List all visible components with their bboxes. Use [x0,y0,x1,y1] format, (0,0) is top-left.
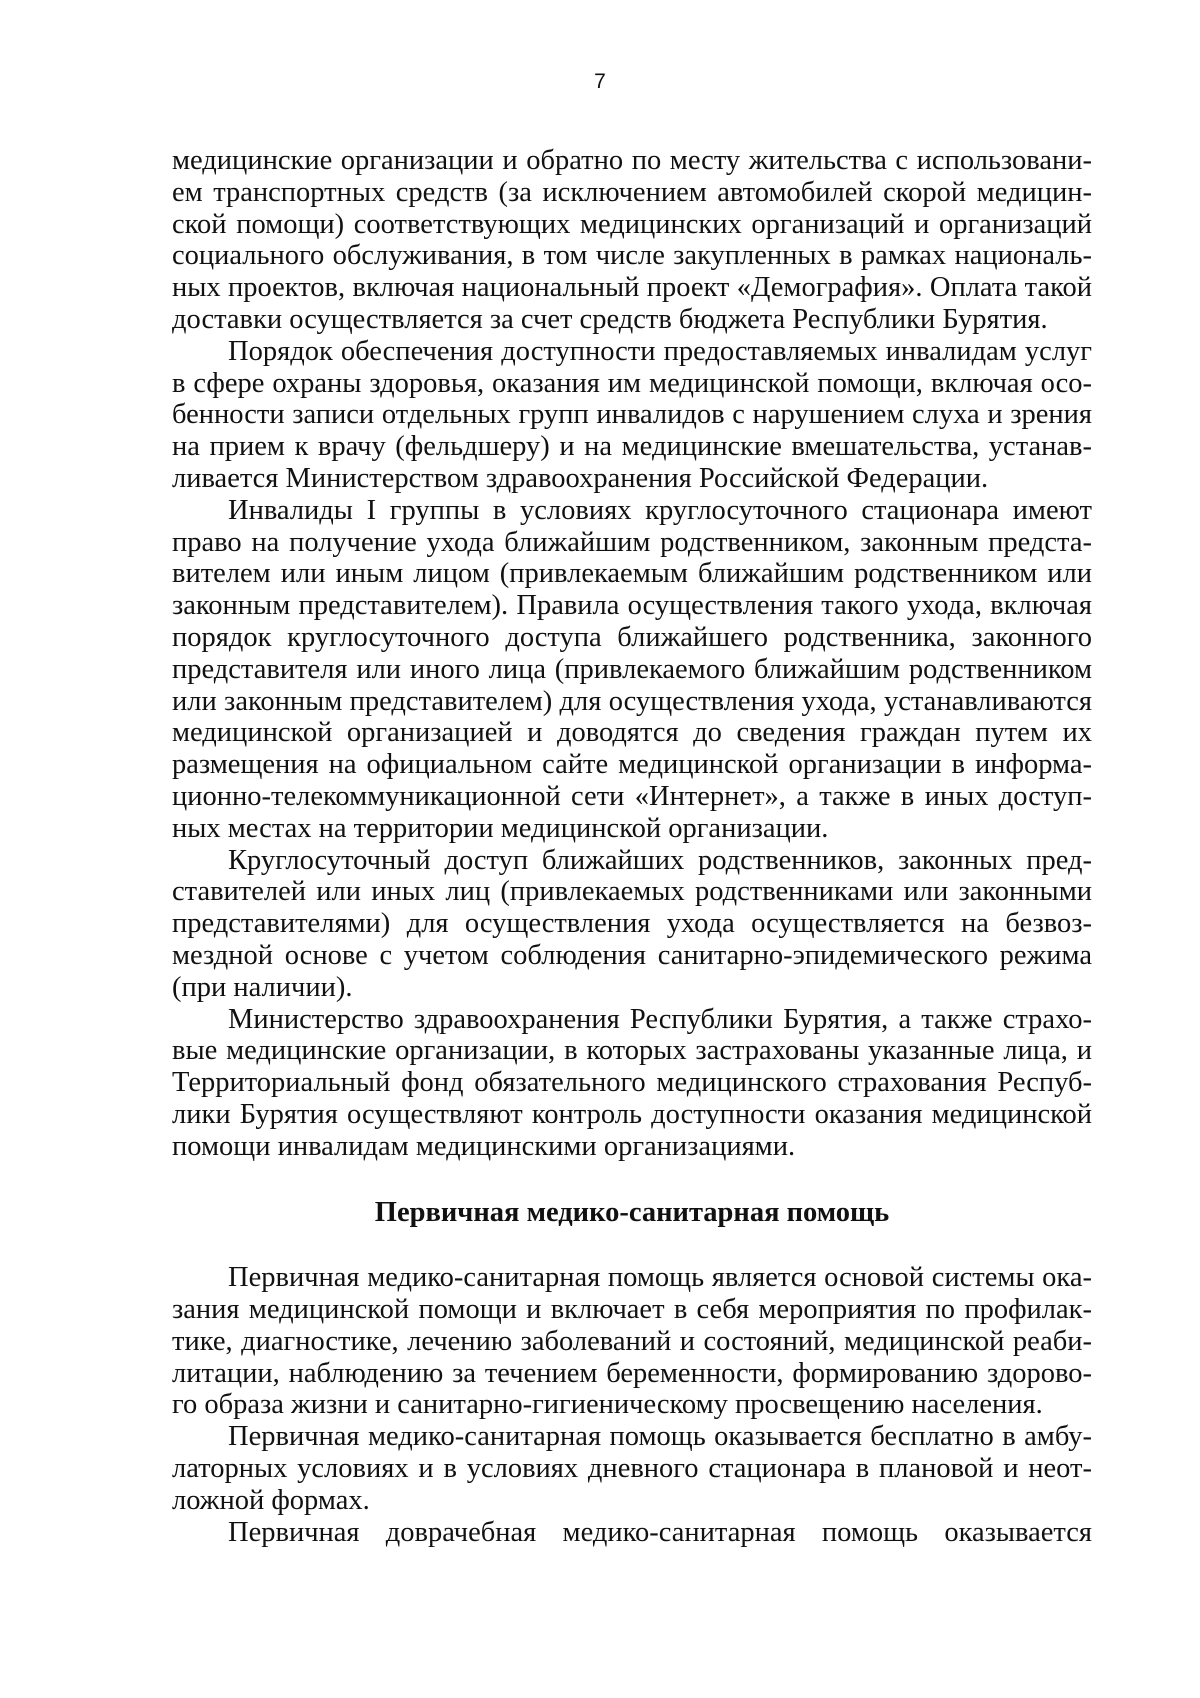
paragraph-line: бенности записи отдельных групп инвалидов с нарушением слуха и зрения [172,399,1092,431]
paragraph-line: Первичная доврачебная медико-санитарная помощь оказывается [228,1516,1092,1548]
paragraph-line: в сфере охраны здоровья, оказания им медицинской помощи, включая осо- [172,367,1092,399]
paragraph-line: ставителей или иных лиц (привлекаемых родственниками или законными [172,876,1092,908]
paragraph-line: Круглосуточный доступ ближайших родственников, законных пред- [228,844,1092,876]
paragraph-line: ных проектов, включая национальный проект «Демография». Оплата такой [172,272,1092,304]
paragraph [172,1421,1092,1516]
paragraph-line: мездной основе с учетом соблюдения санитарно-эпидемического режима [172,939,1092,971]
paragraph-line: порядок круглосуточного доступа ближайшего родственника, законного [172,621,1092,653]
paragraph-line: ем транспортных средств (за исключением автомобилей скорой медицин- [172,176,1092,208]
paragraph-line: медицинские организации и обратно по месту жительства с использовани- [172,145,1092,176]
paragraph-line: го образа жизни и санитарно-гигиеническому просвещению населения. [172,1389,1043,1421]
paragraph-line: ложной формах. [172,1484,370,1516]
paragraph-line: вые медицинские организации, в которых застрахованы указанные лица, и [172,1035,1092,1067]
paragraph-line: литации, наблюдению за течением беременности, формированию здорово- [172,1357,1092,1389]
paragraph [172,1004,1092,1163]
paragraph-line: ных местах на территории медицинской организации. [172,812,829,844]
paragraph-line: представителями) для осуществления ухода осуществляется на безвоз- [172,908,1092,940]
paragraph [172,336,1092,495]
paragraph-line: размещения на официальном сайте медицинской организации в информа- [172,749,1092,781]
paragraph-line: ционно-телекоммуникационной сети «Интернет», а также в иных доступ- [172,780,1092,812]
paragraph-line: Министерство здравоохранения Республики Бурятия, а также страхо- [228,1003,1092,1035]
paragraph-line: право на получение ухода ближайшим родственником, законным предста- [172,526,1092,558]
paragraph-line: или законным представителем) для осуществления ухода, устанавливаются [172,685,1092,717]
section-heading: Первичная медико-санитарная помощь [374,1196,890,1228]
document-body [172,145,1092,1548]
paragraph-line: медицинской организацией и доводятся до сведения граждан путем их [172,717,1092,749]
paragraph-line: вителем или иным лицом (привлекаемым ближайшим родственником или [172,558,1092,590]
paragraph-line: Порядок обеспечения доступности предоставляемых инвалидам услуг [228,335,1092,367]
paragraph-line: Территориальный фонд обязательного медицинского страхования Респуб- [172,1067,1092,1099]
paragraph-line: тике, диагностике, лечению заболеваний и состояний, медицинской реаби- [172,1325,1092,1357]
paragraph-line: ливается Министерством здравоохранения Российской Федерации. [172,462,989,494]
text-block-after-heading [172,1262,1092,1548]
paragraph-line: на прием к врачу (фельдшеру) и на медицинские вмешательства, устанав- [172,431,1092,463]
paragraph [172,1262,1092,1421]
paragraph-line: Первичная медико-санитарная помощь оказывается бесплатно в амбу- [228,1421,1092,1453]
paragraph-line: социального обслуживания, в том числе закупленных в рамках националь- [172,240,1092,272]
paragraph-line: латорных условиях и в условиях дневного стационара в плановой и неот- [172,1453,1092,1485]
paragraph-line: (при наличии). [172,971,353,1003]
paragraph-line: законным представителем). Правила осуществления такого ухода, включая [172,590,1092,622]
paragraph [172,495,1092,845]
paragraph-line: помощи инвалидам медицинскими организациями. [172,1130,796,1162]
paragraph-line: лики Бурятия осуществляют контроль доступности оказания медицинской [172,1098,1092,1130]
paragraph-line: Первичная медико-санитарная помощь является основой системы ока- [228,1262,1092,1294]
page-number: 7 [594,70,606,93]
text-block-before-heading [172,145,1092,1163]
paragraph [172,1517,1092,1549]
paragraph-line: зания медицинской помощи и включает в себя мероприятия по профилак- [172,1294,1092,1326]
paragraph [172,145,1092,336]
paragraph-line: доставки осуществляется за счет средств бюджета Республики Бурятия. [172,303,1048,335]
paragraph-line: представителя или иного лица (привлекаемого ближайшим родственником [172,653,1092,685]
paragraph-line: Инвалиды I группы в условиях круглосуточного стационара имеют [228,494,1092,526]
paragraph-line: ской помощи) соответствующих медицинских организаций и организаций [172,208,1092,240]
paragraph [172,845,1092,1004]
